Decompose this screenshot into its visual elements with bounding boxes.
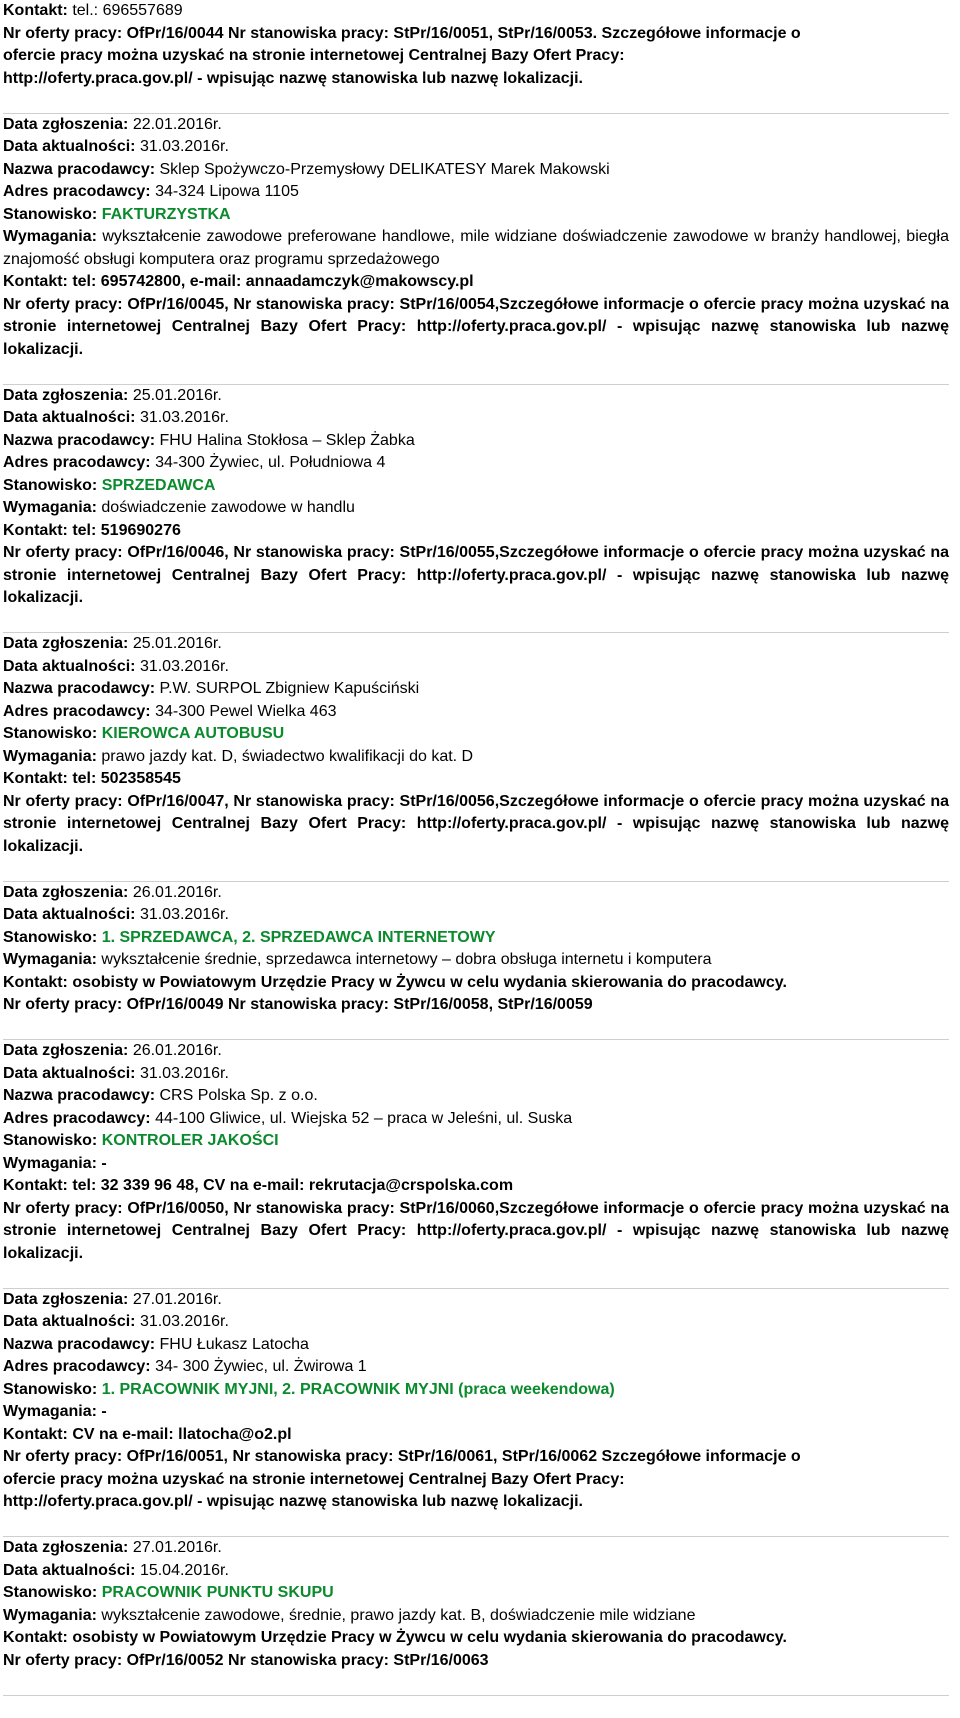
date-valid: Data aktualności: 31.03.2016r. [3,409,229,426]
requirements: Wymagania: doświadczenie zawodowe w handlu [3,499,355,516]
offer-number-line: Nr oferty pracy: OfPr/16/0047, Nr stanowiska pracy: StPr/16/0056,Szczegółowe informacje o ofercie pracy można uzyskać na stronie internetowej Centralnej Bazy Ofert Pracy: http://oferty.praca.gov.pl/ - wpisując nazwę stanowiska lub nazwę lokalizacji. [3,792,949,855]
offer-number-line: Nr oferty pracy: OfPr/16/0052 Nr stanowiska pracy: StPr/16/0063 [3,1651,489,1669]
offer-number-line: Nr oferty pracy: OfPr/16/0044 Nr stanowiska pracy: StPr/16/0051, StPr/16/0053. Szczegółowe informacje o [3,24,801,42]
position: Stanowisko: KONTROLER JAKOŚCI [3,1132,279,1149]
position: Stanowisko: PRACOWNIK PUNKTU SKUPU [3,1584,334,1601]
position: Stanowisko: 1. PRACOWNIK MYJNI, 2. PRACOWNIK MYJNI (praca weekendowa) [3,1380,615,1398]
employer-address: Adres pracodawcy: 44-100 Gliwice, ul. Wiejska 52 – praca w Jeleśni, ul. Suska [3,1109,573,1127]
employer-address: Adres pracodawcy: 34-324 Lipowa 1105 [3,183,299,200]
position: Stanowisko: FAKTURZYSTKA [3,205,231,223]
date-valid: Data aktualności: 31.03.2016r. [3,1313,229,1330]
requirements: Wymagania: - [3,1403,107,1420]
position: Stanowisko: SPRZEDAWCA [3,476,216,494]
date-submitted: Data zgłoszenia: 25.01.2016r. [3,386,222,404]
offer-number-line: http://oferty.praca.gov.pl/ - wpisując nazwę stanowiska lub nazwę lokalizacji. [3,1493,583,1510]
contact-line: Kontakt: tel: 519690276 [3,521,181,539]
offer-number-line: Nr oferty pracy: OfPr/16/0046, Nr stanowiska pracy: StPr/16/0055,Szczegółowe informacje o ofercie pracy można uzyskać na stronie internetowej Centralnej Bazy Ofert Pracy: http://oferty.praca.gov.pl/ - wpisując nazwę stanowiska lub nazwę lokalizacji. [3,544,949,606]
position: Stanowisko: 1. SPRZEDAWCA, 2. SPRZEDAWCA INTERNETOWY [3,928,496,946]
date-valid: Data aktualności: 31.03.2016r. [3,906,229,923]
contact-line: Kontakt: osobisty w Powiatowym Urzędzie Pracy w Żywcu w celu wydania skierowania do pracodawcy. [3,973,787,991]
offer-number-line: Nr oferty pracy: OfPr/16/0050, Nr stanowiska pracy: StPr/16/0060,Szczegółowe informacje o ofercie pracy można uzyskać na stronie internetowej Centralnej Bazy Ofert Pracy: http://oferty.praca.gov.pl/ - wpisując nazwę stanowiska lub nazwę lokalizacji. [3,1199,949,1262]
date-submitted: Data zgłoszenia: 22.01.2016r. [3,115,222,133]
requirements: Wymagania: - [3,1154,107,1172]
offer-number-line: ofercie pracy można uzyskać na stronie internetowej Centralnej Bazy Ofert Pracy: [3,1470,625,1488]
offer-number-line: Nr oferty pracy: OfPr/16/0049 Nr stanowiska pracy: StPr/16/0058, StPr/16/0059 [3,996,593,1013]
date-valid: Data aktualności: 15.04.2016r. [3,1561,229,1579]
contact-line: Kontakt: tel: 502358545 [3,770,181,787]
document [3,0,949,1696]
employer-name: Nazwa pracodawcy: CRS Polska Sp. z o.o. [3,1087,318,1104]
offer-number-line: Nr oferty pracy: OfPr/16/0045, Nr stanowiska pracy: StPr/16/0054,Szczegółowe informacje o ofercie pracy można uzyskać na stronie internetowej Centralnej Bazy Ofert Pracy: http://oferty.praca.gov.pl/ - wpisując nazwę stanowiska lub nazwę lokalizacji. [3,295,949,358]
requirements: Wymagania: wykształcenie średnie, sprzedawca internetowy – dobra obsługa internetu i komputera [3,951,712,968]
contact-line: Kontakt: tel.: 696557689 [3,2,183,19]
employer-address: Adres pracodawcy: 34-300 Pewel Wielka 463 [3,702,337,720]
date-submitted: Data zgłoszenia: 27.01.2016r. [3,1290,222,1308]
employer-name: Nazwa pracodawcy: Sklep Spożywczo-Przemysłowy DELIKATESY Marek Makowski [3,160,610,178]
employer-address: Adres pracodawcy: 34- 300 Żywiec, ul. Żwirowa 1 [3,1358,367,1375]
job-offer [3,114,949,362]
position: Stanowisko: KIEROWCA AUTOBUSU [3,725,285,742]
divider [3,1695,949,1696]
date-valid: Data aktualności: 31.03.2016r. [3,138,229,155]
employer-name: Nazwa pracodawcy: FHU Łukasz Latocha [3,1335,309,1353]
contact-line: Kontakt: osobisty w Powiatowym Urzędzie Pracy w Żywcu w celu wydania skierowania do pracodawcy. [3,1629,787,1646]
job-offer [3,1537,949,1672]
job-offer [3,633,949,858]
offer-number-line: Nr oferty pracy: OfPr/16/0051, Nr stanowiska pracy: StPr/16/0061, StPr/16/0062 Szczegółowe informacje o [3,1448,801,1465]
job-offer [3,1289,949,1514]
date-valid: Data aktualności: 31.03.2016r. [3,657,229,675]
job-offer [3,1040,949,1265]
date-submitted: Data zgłoszenia: 26.01.2016r. [3,883,222,901]
offer-fragment-top [3,0,949,90]
employer-address: Adres pracodawcy: 34-300 Żywiec, ul. Południowa 4 [3,454,386,471]
requirements: Wymagania: wykształcenie zawodowe, średnie, prawo jazdy kat. B, doświadczenie mile widziane [3,1606,696,1624]
contact-line: Kontakt: CV na e-mail: llatocha@o2.pl [3,1425,292,1443]
job-offer [3,882,949,1017]
offer-number-line: ofercie pracy można uzyskać na stronie internetowej Centralnej Bazy Ofert Pracy: [3,47,625,64]
employer-name: Nazwa pracodawcy: P.W. SURPOL Zbigniew Kapuściński [3,680,420,697]
offer-number-line: http://oferty.praca.gov.pl/ - wpisując nazwę stanowiska lub nazwę lokalizacji. [3,69,583,87]
job-offer [3,385,949,610]
employer-name: Nazwa pracodawcy: FHU Halina Stokłosa – Sklep Żabka [3,431,415,449]
date-valid: Data aktualności: 31.03.2016r. [3,1064,229,1082]
date-submitted: Data zgłoszenia: 27.01.2016r. [3,1539,222,1556]
requirements: Wymagania: wykształcenie zawodowe preferowane handlowe, mile widziane doświadczenie zawodowe w branży handlowej, biegła znajomość obsługi komputera oraz programu sprzedażowego [3,228,949,268]
date-submitted: Data zgłoszenia: 26.01.2016r. [3,1042,222,1059]
requirements: Wymagania: prawo jazdy kat. D, świadectwo kwalifikacji do kat. D [3,747,474,765]
date-submitted: Data zgłoszenia: 25.01.2016r. [3,635,222,652]
contact-line: Kontakt: tel: 695742800, e-mail: annaadamczyk@makowscy.pl [3,273,474,290]
contact-line: Kontakt: tel: 32 339 96 48, CV na e-mail: rekrutacja@crspolska.com [3,1177,514,1194]
